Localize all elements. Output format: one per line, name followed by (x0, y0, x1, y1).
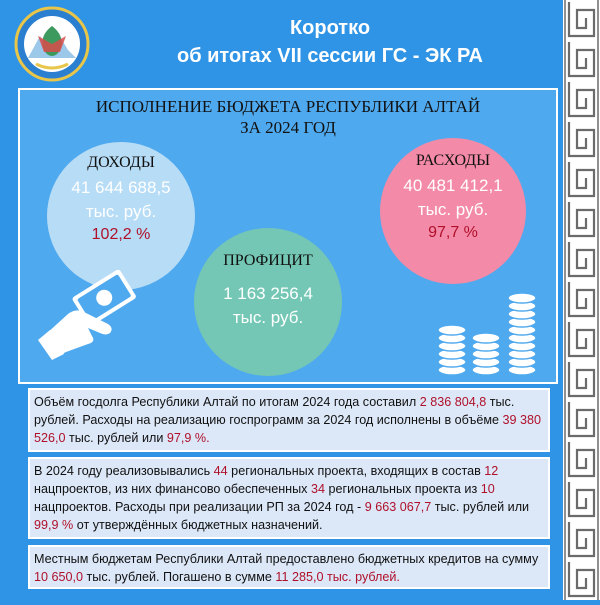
credit-value: 10 650,0 (34, 570, 84, 584)
income-label: ДОХОДЫ (87, 154, 155, 171)
debt-text-1: Объём госдолга Республики Алтай по итогам 2024 года составил (34, 395, 420, 409)
national-projects-count: 12 (484, 464, 499, 478)
projects-text-5: нацпроектов. Расходы при реализации РП за 2024 год - (34, 500, 365, 514)
programs-value: 39 380 526,0 (34, 413, 542, 445)
income-value: 41 644 688,5 (71, 178, 171, 197)
expense-percent: 97,7 % (428, 224, 478, 241)
title-line-1: Коротко (289, 17, 371, 39)
panel-title (20, 96, 556, 138)
surplus-label: ПРОФИЦИТ (223, 252, 313, 269)
projects-text-3: нацпроектов, из них финансово обеспеченных (34, 482, 311, 496)
funded-national-count: 10 (480, 482, 495, 496)
projects-text-4: региональных проекта из (325, 482, 481, 496)
panel-title-line-2: ЗА 2024 ГОД (240, 118, 336, 137)
local-text-1: Местным бюджетам Республики Алтай предоставлено бюджетных кредитов на сумму (34, 552, 539, 566)
hand-money-icon (34, 270, 144, 360)
local-budgets-box (28, 545, 550, 589)
debt-text-3: тыс. рублей или (65, 431, 167, 445)
rp-expense-value: 9 663 067,7 (364, 500, 432, 514)
projects-info-box (28, 457, 550, 539)
panel-title-line-1: ИСПОЛНЕНИЕ БЮДЖЕТА РЕСПУБЛИКИ АЛТАЙ (95, 97, 481, 116)
projects-text-7: от утверждённых бюджетных назначений. (73, 518, 323, 532)
surplus-value: 1 163 256,4 (223, 284, 313, 303)
debt-value: 2 836 804,8 (419, 395, 487, 409)
surplus-unit: тыс. руб. (232, 308, 304, 327)
expense-unit: тыс. руб. (417, 200, 489, 219)
greek-key-border (563, 0, 600, 600)
repaid-value: 11 285,0 тыс. рублей. (275, 570, 400, 584)
projects-text-6: тыс. рублей или (431, 500, 530, 514)
coin-stacks-icon (434, 284, 546, 376)
projects-text-1: В 2024 году реализовывались (34, 464, 214, 478)
projects-text-2: региональных проекта, входящих в состав (227, 464, 485, 478)
debt-info-box (28, 388, 550, 452)
programs-percent: 97,9 %. (166, 431, 210, 445)
debt-text-2: тыс. рублей. Расходы на реализацию госпрограмм за 2024 год исполнены в объёме (34, 395, 515, 427)
expense-circle (380, 138, 526, 284)
republic-emblem-icon (14, 6, 90, 82)
income-unit: тыс. руб. (85, 202, 157, 221)
income-circle (47, 142, 195, 290)
funded-projects-count: 34 (310, 482, 325, 496)
title-line-2: об итогах VII сессии ГС - ЭК РА (177, 45, 483, 67)
income-percent: 102,2 % (91, 226, 151, 243)
local-text-2: тыс. рублей. Погашено в сумме (83, 570, 276, 584)
budget-panel (18, 88, 558, 384)
rp-expense-percent: 99,9 % (34, 518, 74, 532)
regional-projects-count: 44 (213, 464, 228, 478)
surplus-circle (194, 228, 342, 376)
page-title (95, 14, 565, 70)
expense-value: 40 481 412,1 (403, 176, 503, 195)
expense-label: РАСХОДЫ (415, 152, 491, 169)
